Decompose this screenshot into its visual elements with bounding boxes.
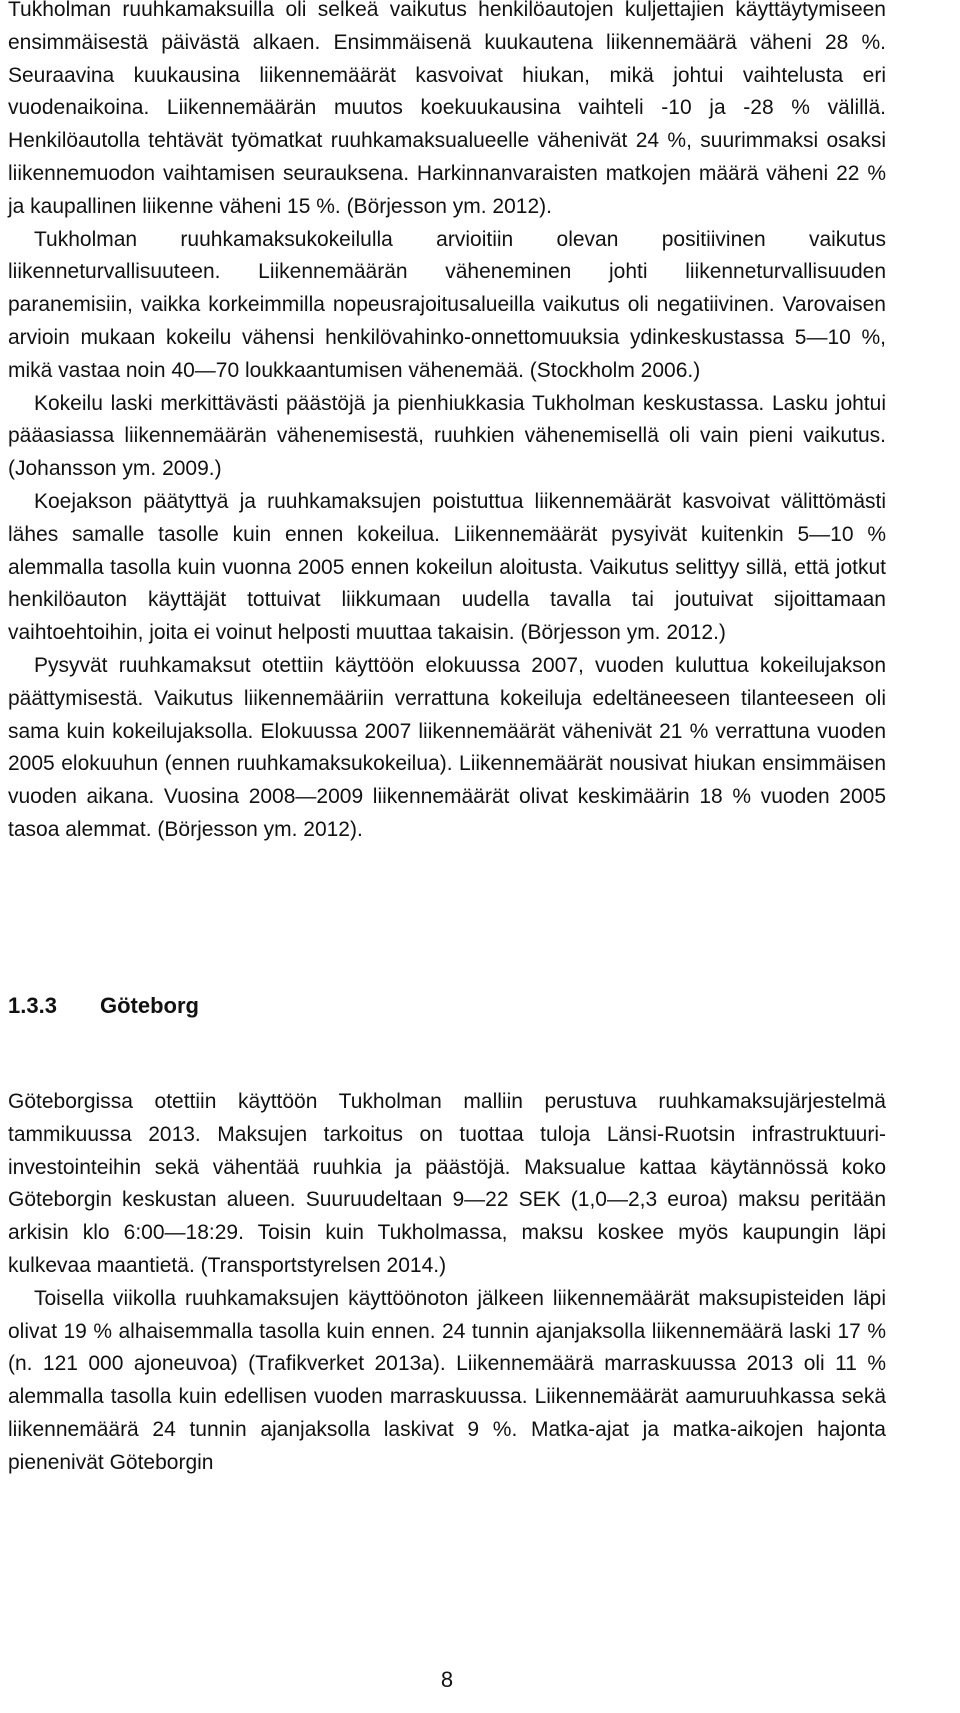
- paragraph: Tukholman ruuhkamaksuilla oli selkeä vaikutus henkilöautojen kuljettajien käyttäytymiseen ensimmäisestä päivästä alkaen. Ensimmäisenä kuukautena liikennemäärä väheni 28 %. Seuraavina kuukausina liikennemäärät kasvoivat hiukan, mikä johtui vaihtelusta eri vuodenaikoina. Liikennemäärän muutos koekuukausina vaihteli -10 ja -28 % välillä. Henkilöautolla tehtävät työmatkat ruuhkamaksualueelle vähenivät 24 %, suurimmaksi osaksi liikennemuodon vaihtamisen seurauksena. Harkinnanvaraisten matkojen määrä väheni 22 % ja kaupallinen liikenne väheni 15 %. (Börjesson ym. 2012).: [8, 0, 886, 218]
- paragraph: Toisella viikolla ruuhkamaksujen käyttöönoton jälkeen liikennemäärät maksupisteiden läpi olivat 19 % alhaisemmalla tasolla kuin ennen. 24 tunnin ajanjaksolla liikennemäärä laski 17 % (n. 121 000 ajoneuvoa) (Trafikverket 2013a). Liikennemäärä marraskuussa 2013 oli 11 % alemmalla tasolla kuin edellisen vuoden marraskuussa. Liikennemäärät aamuruuhkassa sekä liikennemäärä 24 tunnin ajanjaksolla laskivat 9 %. Matka-ajat ja matka-aikojen hajonta pienenivät Göteborgin: [8, 1286, 886, 1474]
- section-heading: [8, 990, 199, 1022]
- paragraph: Kokeilu laski merkittävästi päästöjä ja pienhiukkasia Tukholman keskustassa. Lasku johtui pääasiassa liikennemäärän vähenemisestä, ruuhkien vähenemisellä oli vain pieni vaikutus. (Johansson ym. 2009.): [8, 391, 886, 481]
- paragraph: Tukholman ruuhkamaksukokeilulla arvioitiin olevan positiivinen vaikutus liikenneturvallisuuteen. Liikennemäärän väheneminen johti liikenneturvallisuuden paranemisiin, vaikka korkeimmilla nopeusrajoitusalueilla vaikutus oli negatiivinen. Varovaisen arvioin mukaan kokeilu vähensi henkilövahinko-onnettomuuksia ydinkeskustassa 5—10 %, mikä vastaa noin 40—70 loukkaantumisen vähenemää. (Stockholm 2006.): [8, 227, 886, 382]
- section-stockholm: [8, 0, 886, 847]
- section-goteborg: [8, 1086, 886, 1480]
- paragraph: Göteborgissa otettiin käyttöön Tukholman malliin perustuva ruuhkamaksujärjestelmä tammikuussa 2013. Maksujen tarkoitus on tuottaa tuloja Länsi-Ruotsin infrastruktuuri-investointeihin sekä vähentää ruuhkia ja päästöjä. Maksualue kattaa käytännössä koko Göteborgin keskustan alueen. Suuruudeltaan 9—22 SEK (1,0—2,3 euroa) maksu peritään arkisin klo 6:00—18:29. Toisin kuin Tukholmassa, maksu koskee myös kaupungin läpi kulkevaa maantietä. (Transportstyrelsen 2014.): [8, 1090, 886, 1277]
- heading-title: Göteborg: [100, 993, 199, 1018]
- heading-number: 1.3.3: [8, 993, 57, 1018]
- page-number: 8: [440, 1667, 454, 1692]
- paragraph: Pysyvät ruuhkamaksut otettiin käyttöön elokuussa 2007, vuoden kuluttua kokeilujakson päättymisestä. Vaikutus liikennemääriin verrattuna kokeiluja edeltäneeseen tilanteeseen oli sama kuin kokeilujaksolla. Elokuussa 2007 liikennemäärät vähenivät 21 % verrattuna vuoden 2005 elokuuhun (ennen ruuhkamaksukokeilua). Liikennemäärät nousivat hiukan ensimmäisen vuoden aikana. Vuosina 2008—2009 liikennemäärät olivat keskimäärin 18 % vuoden 2005 tasoa alemmat. (Börjesson ym. 2012).: [8, 653, 886, 841]
- paragraph: Koejakson päätyttyä ja ruuhkamaksujen poistuttua liikennemäärät kasvoivat välittömästi lähes samalle tasolle kuin ennen kokeilua. Liikennemäärät pysyivät kuitenkin 5—10 % alemmalla tasolla kuin vuonna 2005 ennen kokeilun aloitusta. Vaikutus selittyy sillä, että jotkut henkilöauton käyttäjät tottuivat liikkumaan uudella tavalla tai joutuivat sijoittamaan vaihtoehtoihin, joita ei voinut helposti muuttaa takaisin. (Börjesson ym. 2012.): [8, 489, 886, 645]
